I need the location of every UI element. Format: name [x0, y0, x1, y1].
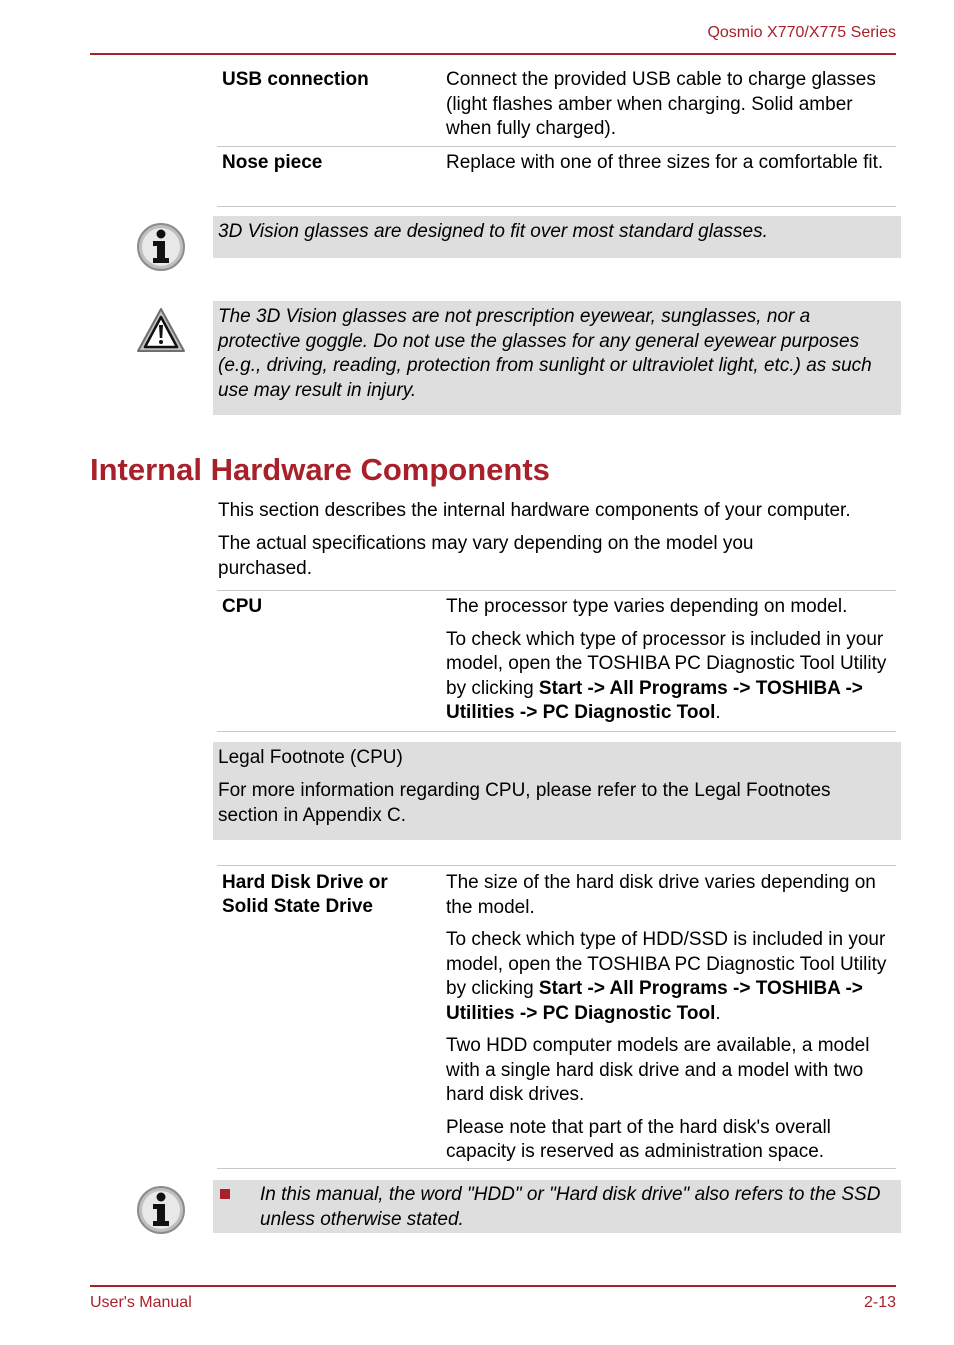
running-header: Qosmio X770/X775 Series [707, 24, 896, 41]
nose-piece-desc: Replace with one of three sizes for a comfortable fit. [446, 152, 884, 173]
table-divider [217, 731, 896, 732]
table-divider [217, 146, 896, 147]
warning-text: The 3D Vision glasses are not prescription eyewear, sunglasses, nor a protective goggle. Do not use the glasses for any general eyewear purposes (e.g., driving, reading, protection from sunlight or ultraviolet light, etc.) as such use may result in injury. [218, 306, 872, 401]
info-note-box [213, 216, 901, 258]
warning-icon [136, 306, 186, 356]
header-rule [90, 53, 896, 55]
page-number: 2-13 [863, 1294, 896, 1311]
legal-footnote-box [213, 742, 901, 840]
hdd-desc-p1: The size of the hard disk drive varies depending on the model. [446, 872, 876, 918]
intro-paragraph: The actual specifications may vary depending on the model you purchased. [218, 533, 754, 579]
cpu-desc-p1: The processor type varies depending on model. [446, 596, 848, 617]
info-icon [136, 222, 186, 272]
table-divider [217, 865, 896, 866]
menu-path: Start -> All Programs -> TOSHIBA -> Utilities -> PC Diagnostic Tool [446, 978, 863, 1024]
cpu-desc [446, 595, 896, 734]
table-divider [217, 206, 896, 207]
info-icon [136, 1185, 186, 1235]
usb-connection-label: USB connection [222, 69, 369, 90]
square-bullet [220, 1189, 230, 1199]
hdd-desc-p3: Two HDD computer models are available, a model with a single hard disk drive and a model with two hard disk drives. [446, 1035, 870, 1105]
footer-rule [90, 1285, 896, 1287]
section-title: Internal Hardware Components [90, 452, 550, 487]
table-divider [217, 1168, 896, 1169]
intro-paragraph: This section describes the internal hardware components of your computer. [218, 500, 851, 521]
info-note-text: 3D Vision glasses are designed to fit over most standard glasses. [218, 221, 768, 242]
hdd-label: Hard Disk Drive or Solid State Drive [222, 872, 388, 917]
nose-piece-label: Nose piece [222, 152, 323, 173]
hdd-desc [446, 871, 896, 1173]
warning-box [213, 301, 901, 415]
hdd-note-text: In this manual, the word "HDD" or "Hard disk drive" also refers to the SSD unless otherwise stated. [260, 1184, 881, 1230]
hdd-note-box [213, 1180, 901, 1233]
legal-footnote-title: Legal Footnote (CPU) [218, 747, 403, 768]
table-divider [217, 590, 896, 591]
hdd-desc-p2: To check which type of HDD/SSD is included in your model, open the TOSHIBA PC Diagnostic Tool Utility by clicking Start -> All Programs -> TOSHIBA -> Utilities -> PC Diagnostic Tool. [446, 929, 887, 1024]
cpu-desc-p2: To check which type of processor is included in your model, open the TOSHIBA PC Diagnostic Tool Utility by clicking Start -> All Programs -> TOSHIBA -> Utilities -> PC Diagnostic Tool. [446, 628, 887, 723]
hdd-desc-p4: Please note that part of the hard disk's overall capacity is reserved as administration space. [446, 1116, 831, 1162]
menu-path: Start -> All Programs -> TOSHIBA -> Utilities -> PC Diagnostic Tool [446, 677, 863, 723]
legal-footnote-text: For more information regarding CPU, please refer to the Legal Footnotes section in Appendix C. [218, 780, 831, 826]
footer-manual-title: User's Manual [90, 1294, 192, 1311]
usb-connection-desc: Connect the provided USB cable to charge glasses (light flashes amber when charging. Solid amber when fully charged). [446, 69, 876, 139]
cpu-label: CPU [222, 596, 263, 617]
